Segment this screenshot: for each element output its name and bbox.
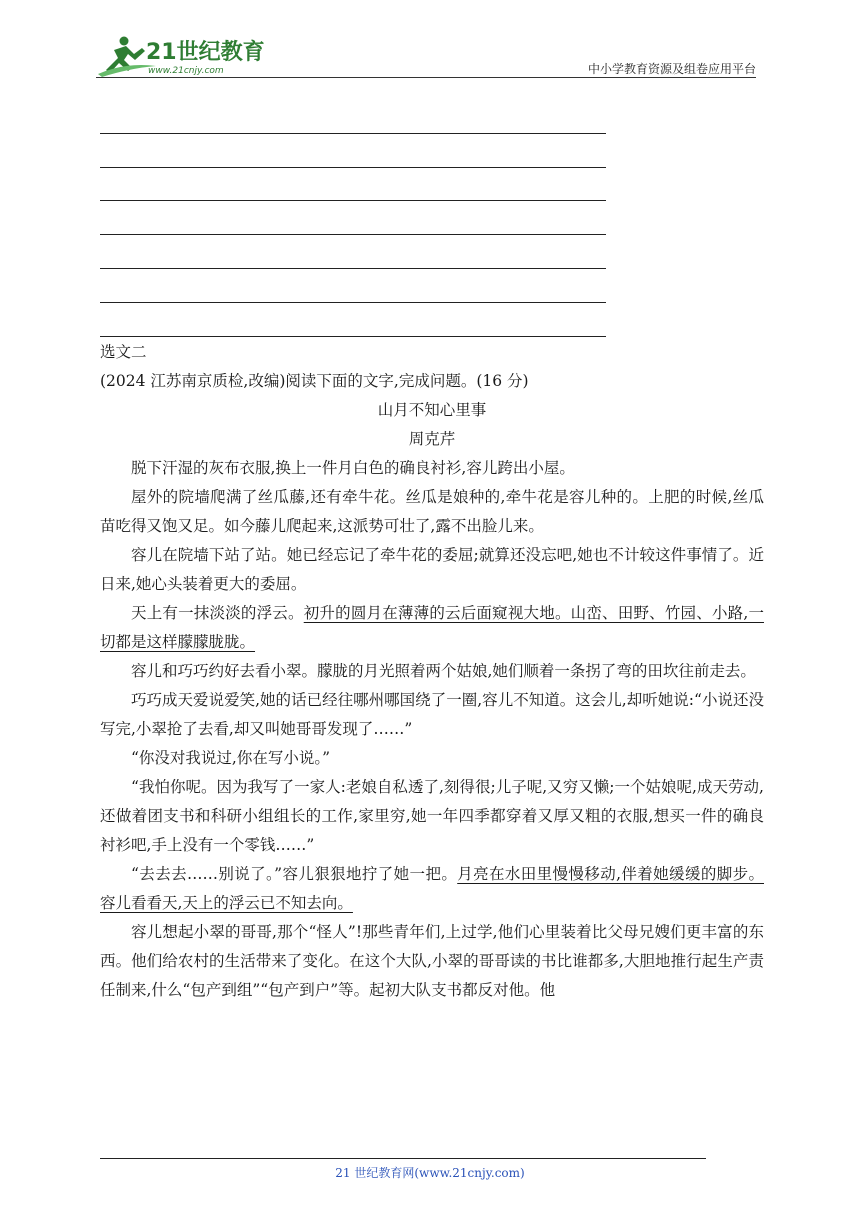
answer-line bbox=[100, 269, 606, 303]
text-segment: “你没对我说过,你在写小说。” bbox=[131, 749, 331, 767]
paragraph bbox=[100, 454, 764, 483]
passage-author: 周克芹 bbox=[408, 430, 456, 448]
text-segment: 天上有一抹淡淡的浮云。 bbox=[131, 604, 304, 622]
text-segment: 巧巧成天爱说爱笑,她的话已经往哪州哪国绕了一圈,容儿不知道。这会儿,却听她说:“小说还没写完,小翠抢了去看,却又叫她哥哥发现了……” bbox=[100, 691, 764, 738]
paragraph bbox=[100, 744, 764, 773]
answer-line bbox=[100, 201, 606, 235]
header-divider bbox=[96, 77, 756, 78]
logo-text: 21世纪教育 bbox=[146, 40, 265, 65]
answer-line bbox=[100, 100, 606, 134]
passage-body bbox=[100, 454, 764, 1005]
paragraph bbox=[100, 773, 764, 860]
answer-line bbox=[100, 168, 606, 202]
text-segment: 容儿想起小翠的哥哥,那个“怪人”!那些青年们,上过学,他们心里装着比父母兄嫂们更丰富的东西。他们给农村的生活带来了变化。在这个大队,小翠的哥哥读的书比谁都多,大胆地推行起生产责任制来,什么“包产到组”“包产到户”等。起初大队支书都反对他。他 bbox=[100, 923, 764, 999]
underlined-sentence: 月亮在水田里慢慢移动,伴着她缓缓的脚步。容儿看看天,天上的浮云已不知去向。 bbox=[100, 865, 764, 912]
text-segment: “去去去……别说了。”容儿狠狠地拧了她一把。 bbox=[131, 865, 458, 883]
logo-url: www.21cnjy.com bbox=[148, 66, 224, 76]
footer-divider bbox=[100, 1158, 706, 1159]
text-segment: 脱下汗湿的灰布衣服,换上一件月白色的确良衬衫,容儿跨出小屋。 bbox=[131, 459, 575, 477]
footer-text: 21 世纪教育网(www.21cnjy.com) bbox=[335, 1166, 525, 1180]
underlined-sentence: 初升的圆月在薄薄的云后面窥视大地。山峦、田野、竹园、小路,一切都是这样朦朦胧胧。 bbox=[100, 604, 764, 651]
question-intro: (2024 江苏南京质检,改编)阅读下面的文字,完成问题。(16 分) bbox=[100, 372, 529, 390]
text-segment: 屋外的院墙爬满了丝瓜藤,还有牵牛花。丝瓜是娘种的,牵牛花是容儿种的。上肥的时候,丝瓜苗吃得又饱又足。如今藤儿爬起来,这派势可壮了,露不出脸儿来。 bbox=[100, 488, 764, 535]
paragraph bbox=[100, 541, 764, 599]
site-name: 中小学教育资源及组卷应用平台 bbox=[587, 62, 756, 76]
text-segment: 容儿在院墙下站了站。她已经忘记了牵牛花的委屈;就算还没忘吧,她也不计较这件事情了。近日来,她心头装着更大的委屈。 bbox=[100, 546, 764, 593]
answer-line bbox=[100, 303, 606, 337]
paragraph bbox=[100, 860, 764, 918]
paragraph bbox=[100, 686, 764, 744]
section-label: 选文二 bbox=[100, 343, 147, 361]
passage-title: 山月不知心里事 bbox=[377, 401, 487, 419]
paragraph bbox=[100, 918, 764, 1005]
page-header bbox=[0, 0, 860, 80]
answer-line bbox=[100, 134, 606, 168]
reading-passage bbox=[100, 338, 764, 1005]
text-segment: 容儿和巧巧约好去看小翠。朦胧的月光照着两个姑娘,她们顺着一条拐了弯的田坎往前走去。 bbox=[131, 662, 756, 680]
paragraph bbox=[100, 657, 764, 686]
text-segment: “我怕你呢。因为我写了一家人:老娘自私透了,刻得很;儿子呢,又穷又懒;一个姑娘呢,成天劳动,还做着团支书和科研小组组长的工作,家里穷,她一年四季都穿着又厚又粗的衣服,想买一件的确良衬衫吧,手上没有一个零钱……” bbox=[100, 778, 764, 854]
paragraph bbox=[100, 599, 764, 657]
answer-lines bbox=[100, 100, 606, 337]
logo-icon bbox=[96, 32, 266, 78]
paragraph bbox=[100, 483, 764, 541]
answer-line bbox=[100, 235, 606, 269]
